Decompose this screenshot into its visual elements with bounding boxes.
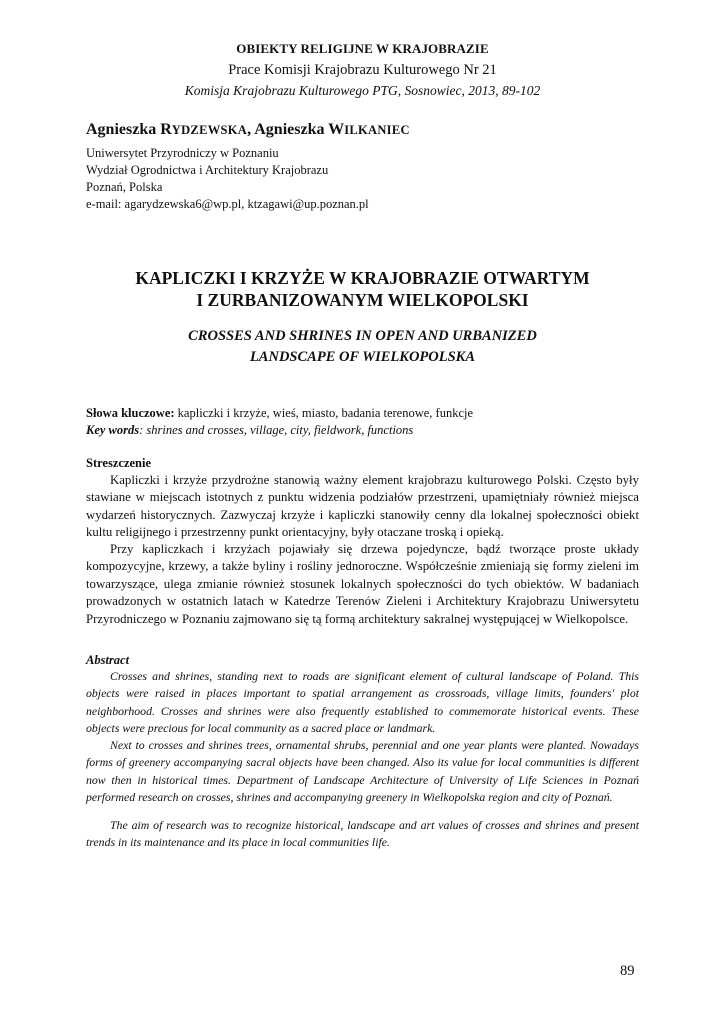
series-title: OBIEKTY RELIGIJNE W KRAJOBRAZIE: [236, 41, 489, 56]
page-number: 89: [620, 963, 635, 979]
abstract-paragraph-2: Next to crosses and shrines trees, ornamental shrubs, perennial and one year plants were planted. Nowadays forms of greenery accompanying sacral objects have been changed. Also its value for local communities is different now then in historical times. Department of Landscape Architecture of University of Life Sciences in Poznań performed research on crosses, shrines and accompanying greenery in Wielkopolska region and city of Poznań.: [86, 738, 639, 805]
streszczenie-paragraph-1: Kapliczki i krzyże przydrożne stanowią ważny element krajobrazu kulturowego Polski. Często były stawiane w miejscach istotnych z punktu widzenia podziałów przestrzeni, upamiętniały również miejsca wydarzeń historycznych. Zazwyczaj krzyże i kapliczki stanowiły cenny dla lokalnej społeczności obiekt kultu religijnego i przestrzenny punkt orientacyjny, były otaczane troską i opieką.: [86, 473, 639, 540]
affiliation-email: e-mail: agarydzewska6@wp.pl, ktzagawi@up.poznan.pl: [86, 197, 369, 211]
title-pl-line-1: KAPLICZKI I KRZYŻE W KRAJOBRAZIE OTWARTYM: [135, 268, 590, 288]
author-1-first: Agnieszka R: [86, 121, 172, 138]
title-en-line-2: LANDSCAPE OF WIELKOPOLSKA: [249, 349, 476, 365]
journal-name: Prace Komisji Krajobrazu Kulturowego Nr 21: [228, 62, 497, 78]
affiliation-city: Poznań, Polska: [86, 180, 163, 194]
author-2-surname: ILKANIEC: [344, 123, 410, 137]
abstract-heading: Abstract: [86, 653, 130, 667]
keywords-pl-label: Słowa kluczowe:: [86, 406, 175, 420]
streszczenie-paragraph-2: Przy kapliczkach i krzyżach pojawiały się drzewa pojedyncze, bądź tworzące proste układy kompozycyjne, krzewy, a także byliny i rośliny jednoroczne. Współcześnie zmieniają się formy zieleni im towarzyszące, ulega zmianie również stosunek lokalnych społeczności do tych obiektów. W badaniach prowadzonych w ostatnich latach w Katedrze Terenów Zieleni i Architektury Krajobrazu Uniwersytetu Przyrodniczego w Poznaniu zajmowano się tą formą architektury sakralnej występującej w Wielkopolsce.: [86, 542, 639, 626]
keywords-pl: [86, 406, 473, 421]
author-1-surname: YDZEWSKA: [171, 123, 248, 137]
authors-line: [86, 121, 410, 139]
keywords-pl-value: kapliczki i krzyże, wieś, miasto, badania terenowe, funkcje: [174, 406, 474, 420]
abstract-paragraph-1: Crosses and shrines, standing next to roads are significant element of cultural landscape of Poland. This objects were raised in places important to spatial arrangement as crossroads, village limits, founders' plot neighborhood. Crosses and shrines were also frequently established to commemorate historical events. These objects were precious for local community as a sacred place or landmark.: [86, 669, 639, 736]
keywords-en: [86, 423, 413, 438]
affiliation-university: Uniwersytet Przyrodniczy w Poznaniu: [86, 146, 279, 160]
affiliation-faculty: Wydział Ogrodnictwa i Architektury Krajobrazu: [86, 163, 329, 177]
title-pl-line-2: I ZURBANIZOWANYM WIELKOPOLSKI: [196, 290, 529, 310]
author-2-first: , Agnieszka W: [247, 121, 345, 138]
citation-line: Komisja Krajobrazu Kulturowego PTG, Sosnowiec, 2013, 89-102: [184, 83, 541, 98]
keywords-en-label: Key words: [86, 423, 140, 437]
title-en-line-1: CROSSES AND SHRINES IN OPEN AND URBANIZED: [188, 328, 537, 344]
keywords-en-value: : shrines and crosses, village, city, fieldwork, functions: [139, 423, 414, 437]
streszczenie-heading: Streszczenie: [86, 456, 152, 470]
abstract-paragraph-3: The aim of research was to recognize historical, landscape and art values of crosses and shrines and present trends in its maintenance and its place in local communities life.: [86, 818, 639, 850]
